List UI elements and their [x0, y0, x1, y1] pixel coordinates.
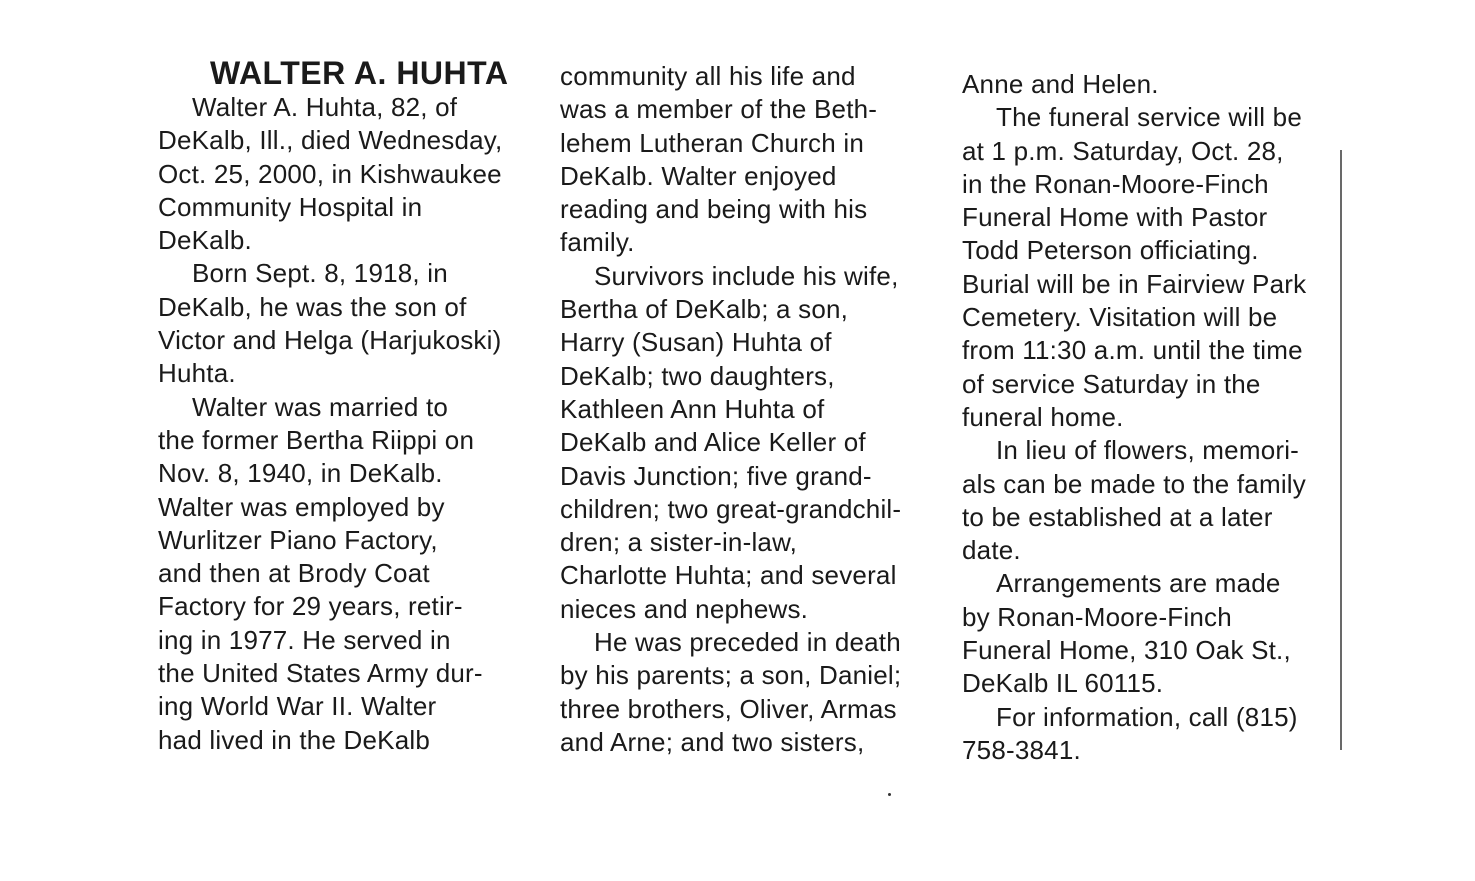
obituary-line: DeKalb. Walter enjoyed: [560, 160, 837, 191]
obituary-line: DeKalb and Alice Keller of: [560, 427, 866, 458]
obituary-line: and Arne; and two sisters,: [560, 726, 865, 757]
obituary-line: Wurlitzer Piano Factory,: [158, 524, 438, 555]
obituary-line: in the Ronan-Moore-Finch: [962, 168, 1269, 199]
obituary-line: Harry (Susan) Huhta of: [560, 327, 832, 358]
obituary-line: Arrangements are made: [996, 568, 1281, 599]
obituary-line: Walter was married to: [192, 391, 449, 422]
obituary-line: had lived in the DeKalb: [158, 724, 431, 755]
clipping-edge-rule: [1340, 150, 1342, 750]
obituary-line: Cemetery. Visitation will be: [962, 302, 1278, 333]
obituary-line: ing World War II. Walter: [158, 691, 437, 722]
obituary-line: Walter was employed by: [158, 491, 445, 522]
obituary-line: from 11:30 a.m. until the time: [962, 335, 1303, 366]
obituary-headline: WALTER A. HUHTA: [210, 55, 509, 91]
obituary-line: als can be made to the family: [962, 468, 1306, 499]
obituary-line: family.: [560, 227, 635, 258]
column-1-text: [158, 91, 548, 757]
obituary-line: Davis Junction; five grand-: [560, 460, 872, 491]
obituary-line: Walter A. Huhta, 82, of: [192, 92, 458, 122]
obituary-line: dren; a sister-in-law,: [560, 527, 798, 558]
obituary-line: Huhta.: [158, 358, 236, 389]
obituary-line: Bertha of DeKalb; a son,: [560, 294, 849, 325]
obituary-line: and then at Brody Coat: [158, 558, 430, 589]
obituary-column-2: [560, 60, 945, 759]
obituary-line: ing in 1977. He served in: [158, 624, 451, 655]
obituary-line: community all his life and: [560, 61, 856, 91]
obituary-line: DeKalb, Ill., died Wednesday,: [158, 125, 503, 156]
obituary-line: In lieu of flowers, memori-: [996, 435, 1300, 466]
obituary-line: 758-3841.: [962, 734, 1081, 765]
obituary-line: Funeral Home, 310 Oak St.,: [962, 635, 1291, 666]
obituary-line: reading and being with his: [560, 194, 868, 225]
obituary-column-1: [158, 55, 548, 757]
obituary-column-3: [962, 68, 1352, 767]
obituary-line: Nov. 8, 1940, in DeKalb.: [158, 458, 443, 489]
column-3-text: [962, 68, 1352, 767]
obituary-line: Anne and Helen.: [962, 69, 1159, 99]
obituary-line: children; two great-grandchil-: [560, 493, 902, 524]
obituary-line: Funeral Home with Pastor: [962, 202, 1268, 233]
obituary-line: lehem Lutheran Church in: [560, 127, 864, 158]
obituary-line: DeKalb; two daughters,: [560, 360, 835, 391]
obituary-line: by his parents; a son, Daniel;: [560, 660, 902, 691]
column-2-text: [560, 60, 945, 759]
obituary-line: DeKalb.: [158, 225, 252, 256]
obituary-line: Todd Peterson officiating.: [962, 235, 1259, 266]
obituary-line: to be established at a later: [962, 501, 1273, 532]
obituary-line: Kathleen Ann Huhta of: [560, 393, 825, 424]
obituary-line: DeKalb IL 60115.: [962, 668, 1164, 699]
obituary-line: Born Sept. 8, 1918, in: [192, 258, 448, 289]
obituary-line: Factory for 29 years, retir-: [158, 591, 463, 622]
obituary-line: the United States Army dur-: [158, 658, 483, 689]
obituary-line: Victor and Helga (Harjukoski): [158, 325, 502, 356]
obituary-line: Community Hospital in: [158, 191, 423, 222]
obituary-line: The funeral service will be: [996, 102, 1302, 133]
obituary-line: by Ronan-Moore-Finch: [962, 601, 1232, 632]
obituary-line: Survivors include his wife,: [594, 260, 899, 291]
obituary-line: the former Bertha Riippi on: [158, 424, 475, 455]
obituary-line: three brothers, Oliver, Armas: [560, 693, 897, 724]
obituary-line: DeKalb, he was the son of: [158, 291, 467, 322]
obituary-line: Charlotte Huhta; and several: [560, 560, 897, 591]
obituary-line: For information, call (815): [996, 701, 1298, 732]
obituary-line: Oct. 25, 2000, in Kishwaukee: [158, 158, 502, 189]
obituary-line: Burial will be in Fairview Park: [962, 268, 1307, 299]
obituary-line: date.: [962, 535, 1021, 566]
obituary-line: was a member of the Beth-: [560, 94, 878, 125]
obituary-line: funeral home.: [962, 401, 1124, 432]
obituary-line: at 1 p.m. Saturday, Oct. 28,: [962, 135, 1284, 166]
print-speck: [888, 793, 891, 796]
obituary-line: He was preceded in death: [594, 627, 901, 658]
obituary-line: nieces and nephews.: [560, 593, 809, 624]
obituary-line: of service Saturday in the: [962, 368, 1261, 399]
